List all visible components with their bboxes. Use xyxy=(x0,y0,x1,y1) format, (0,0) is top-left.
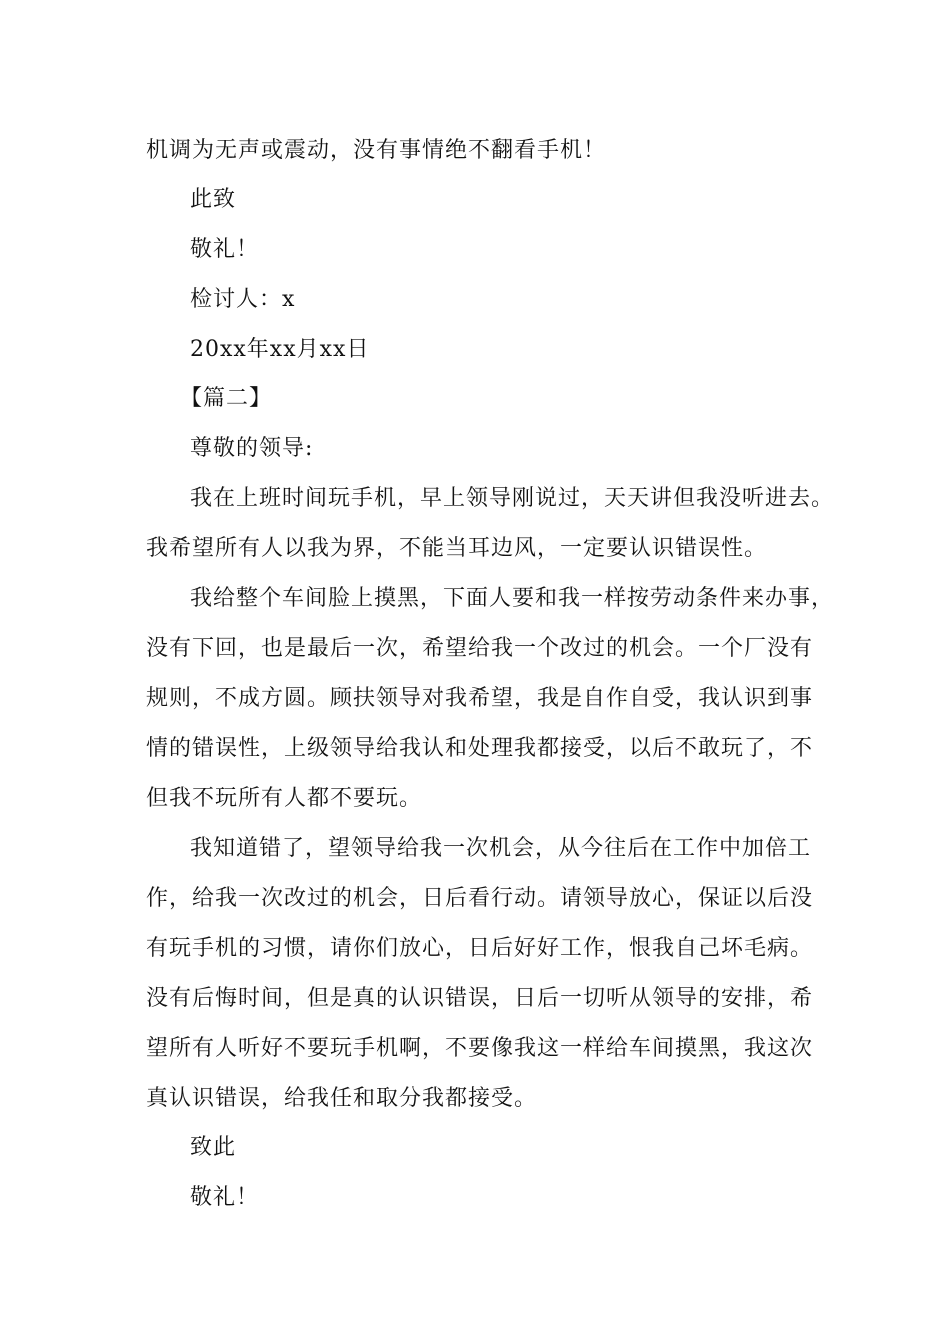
closing-salutation: 此致 xyxy=(190,187,237,212)
paragraph-line: 没有下回，也是最后一次，希望给我一个改过的机会。一个厂没有 xyxy=(146,636,814,661)
paragraph-line: 望所有人听好不要玩手机啊，不要像我这一样给车间摸黑，我这次 xyxy=(146,1036,814,1061)
paragraph-line: 我在上班时间玩手机，早上领导刚说过，天天讲但我没听进去。 xyxy=(190,486,835,511)
paragraph-line: 真认识错误，给我任和取分我都接受。 xyxy=(146,1086,538,1111)
paragraph-line: 作，给我一次改过的机会，日后看行动。请领导放心，保证以后没 xyxy=(146,886,814,911)
paragraph-line: 但我不玩所有人都不要玩。 xyxy=(146,786,423,811)
paragraph-line: 我给整个车间脸上摸黑，下面人要和我一样按劳动条件来办事， xyxy=(190,586,835,611)
paragraph-line: 我知道错了，望领导给我一次机会，从今往后在工作中加倍工 xyxy=(190,836,812,861)
signature-line: 检讨人：x xyxy=(190,287,296,312)
paragraph-line: 没有后悔时间，但是真的认识错误，日后一切听从领导的安排，希 xyxy=(146,986,814,1011)
closing-regards: 敬礼！ xyxy=(190,1185,260,1210)
greeting-line: 尊敬的领导: xyxy=(190,436,314,461)
date-line: 20xx年xx月xx日 xyxy=(190,337,370,362)
paragraph-line: 机调为无声或震动，没有事情绝不翻看手机！ xyxy=(146,138,607,163)
paragraph-line: 我希望所有人以我为界，不能当耳边风，一定要认识错误性。 xyxy=(146,536,768,561)
paragraph-line: 规则，不成方圆。顾扶领导对我希望，我是自作自受，我认识到事 xyxy=(146,686,814,711)
paragraph-line: 情的错误性，上级领导给我认和处理我都接受，以后不敢玩了，不 xyxy=(146,736,814,761)
paragraph-line: 有玩手机的习惯，请你们放心，日后好好工作，恨我自己坏毛病。 xyxy=(146,936,814,961)
section-heading: 【篇二】 xyxy=(180,386,273,411)
closing-salutation: 致此 xyxy=(190,1135,237,1160)
closing-regards: 敬礼！ xyxy=(190,237,260,262)
